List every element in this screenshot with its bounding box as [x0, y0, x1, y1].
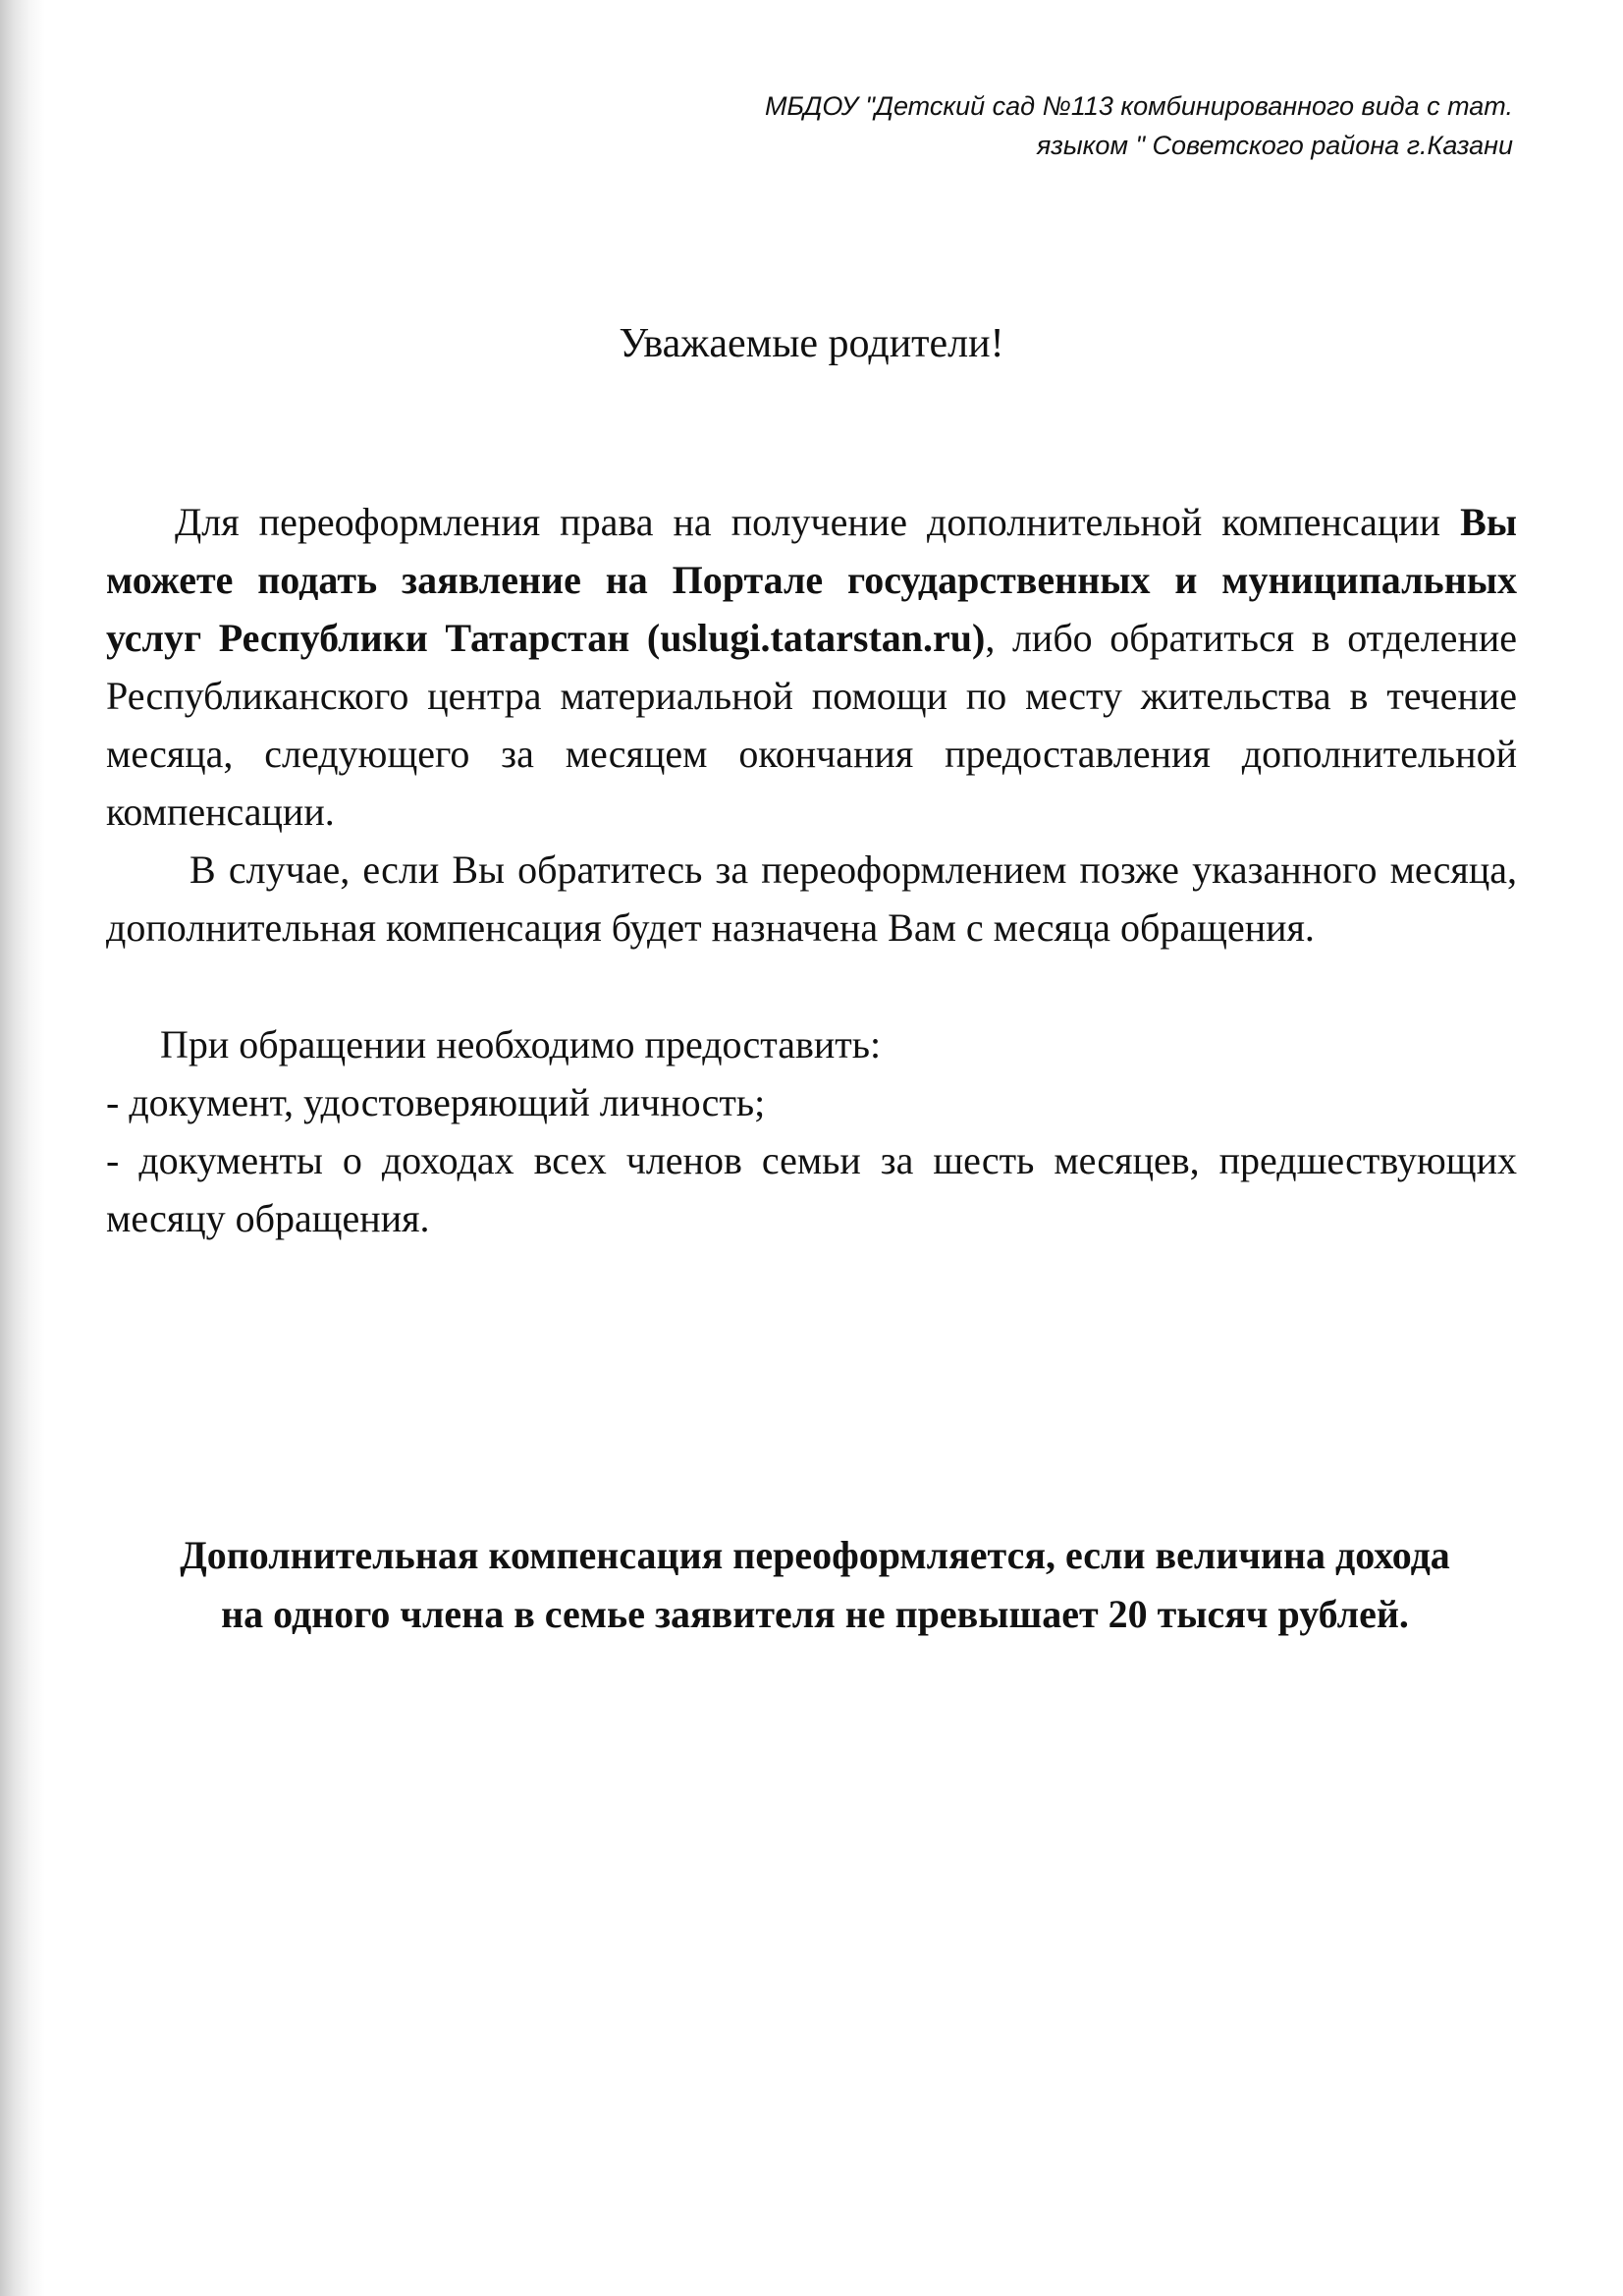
- requirements-intro: При обращении необходимо предоставить:: [160, 1022, 882, 1066]
- organization-header-line-1: МБДОУ "Детский сад №113 комбинированного вида с тат.: [764, 91, 1513, 121]
- organization-header-line-2: языком " Советского района г.Казани: [1036, 131, 1513, 160]
- organization-header: [570, 86, 1513, 165]
- paragraph-portal-text: Вы можете подать заявление на Портале государственных и муниципальных услуг Республики Татарстан (uslugi.tatarstan.ru): [106, 500, 1517, 660]
- paragraph-lead-text: Для переоформления права на получение дополнительной компенсации: [175, 500, 1461, 544]
- paragraph-tail-text: , либо обратиться в отделение Республиканского центра материальной помощи по месту жительства в течение месяца, следующего за месяцем окончания предоставления дополнительной компенсации.: [106, 616, 1518, 834]
- notice-body: [106, 493, 1517, 1247]
- income-threshold-line-2: на одного члена в семье заявителя не превышает 20 тысяч рублей.: [221, 1592, 1409, 1636]
- paragraph-reissue-procedure: [106, 493, 1517, 841]
- paragraph-late-application: В случае, если Вы обратитесь за переоформлением позже указанного месяца, дополнительная компенсация будет назначена Вам с месяца обращения.: [106, 847, 1517, 950]
- requirement-item-identity: - документ, удостоверяющий личность;: [106, 1080, 766, 1124]
- greeting-title: Уважаемые родители!: [619, 321, 1004, 366]
- income-threshold-note: [98, 1526, 1532, 1644]
- income-threshold-line-1: Дополнительная компенсация переоформляется, если величина дохода: [180, 1533, 1450, 1577]
- requirement-item-income: - документы о доходах всех членов семьи за шесть месяцев, предшествующих месяцу обращения.: [106, 1138, 1517, 1240]
